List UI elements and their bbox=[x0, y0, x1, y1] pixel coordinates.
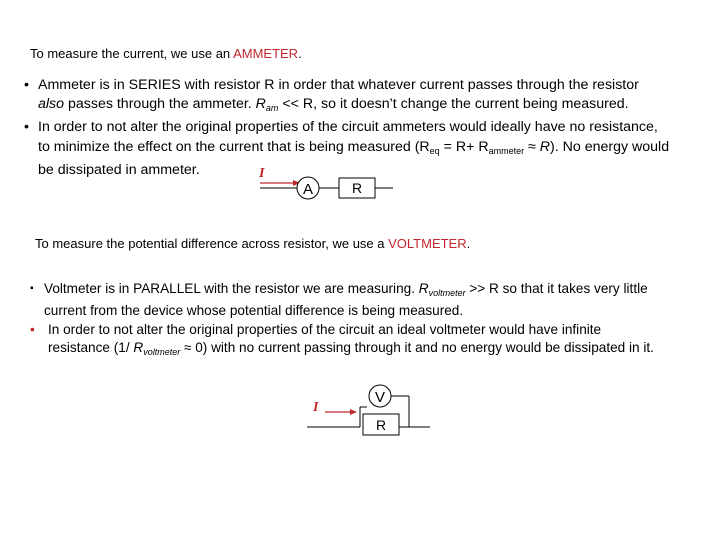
voltmeter-bullet1-line2: current from the device whose potential difference is being measured. bbox=[44, 303, 464, 319]
ammeter-label: A bbox=[302, 181, 314, 198]
bullet-marker: • bbox=[24, 119, 29, 136]
text-span: to minimize the effect on the current that is being measured (R bbox=[38, 138, 430, 155]
text-span: ≈ 0) with no current passing through it and no energy would be dissipated in it. bbox=[180, 340, 654, 356]
text-span: Voltmeter is in PARALLEL with the resistor we are measuring. bbox=[44, 281, 419, 296]
ammeter-bullet2-line1: In order to not alter the original properties of the circuit ammeters would ideally have no resistance, bbox=[38, 119, 658, 136]
voltmeter-bullet1-line1 bbox=[44, 280, 718, 302]
bullet-marker: ▪ bbox=[30, 283, 34, 294]
r-ammeter-subscript: ammeter bbox=[488, 145, 525, 156]
current-label: I bbox=[313, 400, 319, 415]
r-am-symbol: R bbox=[255, 96, 266, 113]
r-eq-subscript: eq bbox=[429, 145, 440, 156]
r-voltmeter-symbol-2: R bbox=[133, 340, 144, 356]
ammeter-heading bbox=[30, 46, 302, 61]
r-voltmeter-symbol: R bbox=[418, 281, 429, 296]
text-span: >> R so that it takes very little bbox=[465, 281, 648, 296]
text-span: resistance (1/ bbox=[48, 340, 134, 356]
r-symbol: R bbox=[539, 138, 551, 155]
voltmeter-label: V bbox=[374, 389, 386, 406]
text-span: = R+ R bbox=[439, 138, 489, 155]
resistor-label: R bbox=[375, 417, 387, 433]
voltmeter-keyword: VOLTMETER bbox=[388, 236, 467, 251]
voltmeter-bullets bbox=[30, 280, 718, 362]
voltmeter-bullet2-line1: In order to not alter the original properties of the circuit an ideal voltmeter would have infinite bbox=[48, 321, 602, 337]
text-span: ). No energy would bbox=[550, 138, 670, 155]
r-voltmeter-subscript-2: voltmeter bbox=[143, 347, 181, 358]
ammeter-bullet1-line2 bbox=[38, 95, 714, 118]
ammeter-bullet2-line3: be dissipated in ammeter. bbox=[38, 161, 200, 178]
ammeter-bullet-series bbox=[24, 76, 714, 118]
ammeter-circuit-diagram bbox=[255, 164, 395, 204]
text-span: << R, so it doesn’t change the current being measured. bbox=[278, 96, 629, 113]
ammeter-keyword: AMMETER bbox=[233, 46, 299, 61]
current-label: I bbox=[259, 166, 265, 181]
voltmeter-heading bbox=[35, 236, 470, 251]
italic-also: also bbox=[38, 96, 65, 113]
ammeter-bullet2-line2 bbox=[38, 138, 714, 161]
voltmeter-bullet-parallel bbox=[30, 280, 718, 321]
ammeter-heading-text: To measure the current, we use an bbox=[30, 46, 234, 61]
resistor-label: R bbox=[351, 180, 363, 196]
voltmeter-heading-period: . bbox=[466, 236, 471, 251]
r-voltmeter-subscript: voltmeter bbox=[428, 288, 466, 298]
voltmeter-heading-text: To measure the potential difference across resistor, we use a bbox=[35, 236, 389, 251]
bullet-marker: • bbox=[24, 77, 29, 93]
voltmeter-bullet-resistance bbox=[30, 321, 718, 362]
ammeter-heading-period: . bbox=[298, 46, 302, 61]
current-arrowhead bbox=[350, 409, 357, 415]
voltmeter-bullet2-line2 bbox=[44, 339, 718, 361]
approx-sign: ≈ bbox=[524, 138, 540, 155]
voltmeter-circuit-diagram bbox=[305, 382, 445, 442]
r-am-subscript: am bbox=[265, 103, 279, 114]
ammeter-bullet1-line1: Ammeter is in SERIES with resistor R in order that whatever current passes through the resistor bbox=[38, 77, 639, 93]
text-span: passes through the ammeter. bbox=[64, 96, 256, 113]
bullet-marker: • bbox=[30, 321, 35, 337]
